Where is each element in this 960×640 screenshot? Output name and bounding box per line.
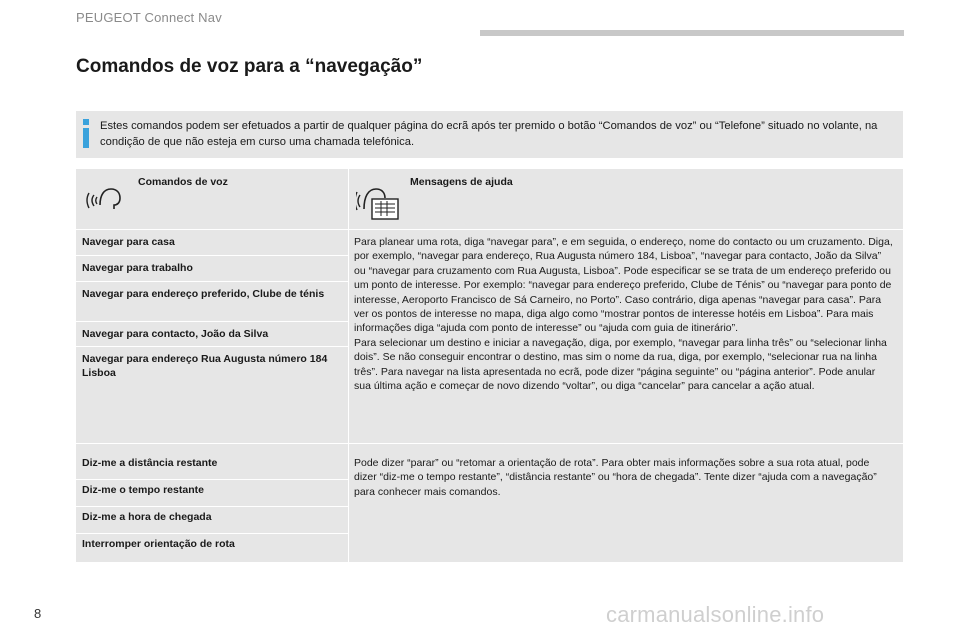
page-number: 8 [34,606,42,621]
command-tempo-restante: Diz-me o tempo restante [82,484,204,496]
command-interromper-rota: Interromper orientação de rota [82,538,235,550]
command-navegar-contacto: Navegar para contacto, João da Silva [82,328,269,340]
row-divider [76,281,348,282]
row-divider [76,443,903,444]
header-title: PEUGEOT Connect Nav [76,10,222,25]
header-divider [480,30,904,36]
info-icon [82,119,92,151]
row-divider [76,346,348,347]
info-text: Estes comandos podem ser efetuados a partir de qualquer página do ecrã após ter premido o botão “Comandos de voz” ou “Telefone” situado no volante, na condição de que não esteja em curso uma chamada telefónica. [100,120,878,148]
column-divider [348,169,349,562]
watermark: carmanualsonline.info [606,602,825,627]
row-divider [76,506,348,507]
command-distancia-restante: Diz-me a distância restante [82,457,218,469]
row-divider [76,533,348,534]
commands-header: Comandos de voz [138,176,228,188]
row-divider [76,229,903,230]
info-box [76,111,903,158]
command-navegar-preferido: Navegar para endereço preferido, Clube de ténis [82,288,325,300]
command-navegar-trabalho: Navegar para trabalho [82,262,193,274]
voice-commands-table [76,169,903,562]
help-text-navigation: Para planear uma rota, diga “navegar para”, e em seguida, o endereço, nome do contacto ou um cruzamento. Diga, por exemplo, “navegar para endereço, Rua Augusta número 184, Lisboa”, “navegar para contacto, João da Silva” ou “navegar para cruzamento com Rua Augusta, Lisboa”. Pode especificar se se trata de um endereço preferido ou um ponto de interesse. Por exemplo: “navegar para endereço preferido, Clube de Ténis” ou “navegar para ponto de interesse, Aeroporto Francisco de Sá Carneiro, no Porto”. Caso contrário, diga apenas “navegar para casa”. Para ver os pontos de interesse no mapa, diga algo como “mostrar pontos de interesse hotéis em Lisboa”. Para mais informações diga “ajuda com ponto de interesse” ou “ajuda com guia de itinerário”. Para selecionar um destino e iniciar a navegação, diga, por exemplo, “navegar para linha três” ou “selecionar linha dois”. Se não conseguir encontrar o destino, mas sim o nome da rua, diga, por exemplo, “selecionar rua na linha três”. Para navegar na lista apresentada no ecrã, pode dizer “página seguinte” ou “página anterior”. Pode anular sua última ação e começar de novo dizendo “voltar”, ou diga “cancelar” para cancelar a ação atual. [354,236,893,393]
row-divider [76,321,348,322]
command-navegar-casa: Navegar para casa [82,236,175,248]
voice-command-icon [86,181,124,213]
command-navegar-endereco: Navegar para endereço Rua Augusta número 184 Lisboa [82,353,328,380]
help-message-icon [356,179,402,221]
row-divider [76,255,348,256]
row-divider [76,479,348,480]
command-hora-chegada: Diz-me a hora de chegada [82,511,212,523]
page-title: Comandos de voz para a “navegação” [76,56,423,77]
help-text-route-info: Pode dizer “parar” ou “retomar a orientação de rota”. Para obter mais informações sobre a sua rota atual, pode dizer “diz-me o tempo restante”, “distância restante” ou “hora de chegada”. Tente dizer “ajuda com a navegação” para conhecer mais comandos. [354,457,877,498]
help-header: Mensagens de ajuda [410,176,513,188]
